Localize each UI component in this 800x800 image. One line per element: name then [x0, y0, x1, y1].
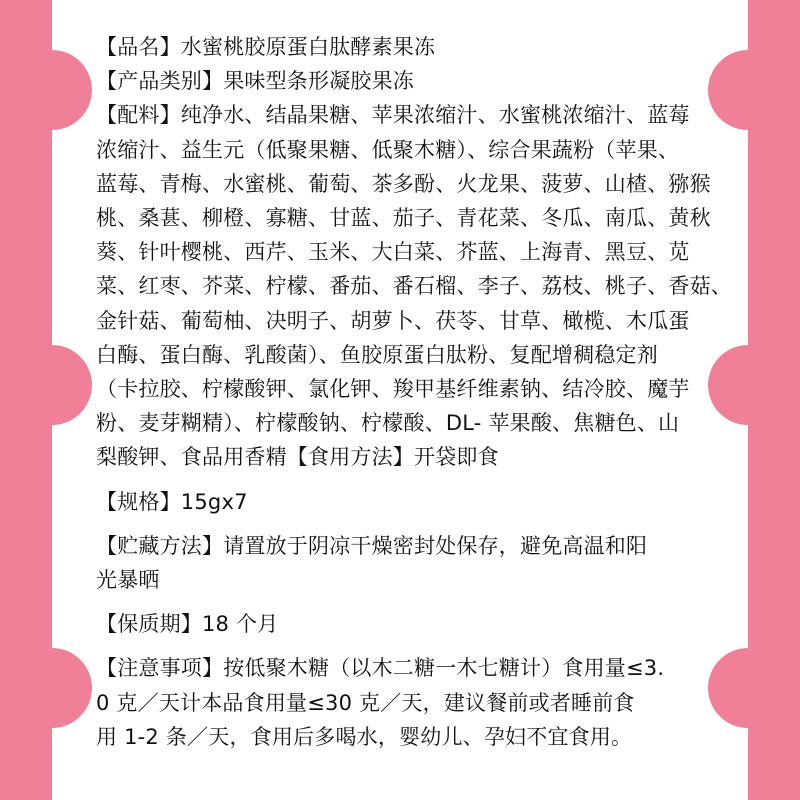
notice-line: 【注意事项】按低聚木糖（以木二糖一木七糖计）食用量≤3. — [96, 656, 665, 681]
spec-line: 【规格】15gx7 — [96, 489, 248, 514]
ingredients-line: 白酶、蛋白酶、乳酸菌）、鱼胶原蛋白肽粉、复配增稠稳定剂 — [96, 342, 658, 367]
left-notch-top — [12, 50, 92, 130]
usage-line: 梨酸钾、食品用香精【食用方法】开袋即食 — [96, 445, 499, 470]
ingredients-line: 【配料】纯净水、结晶果糖、苹果浓缩汁、水蜜桃浓缩汁、蓝莓 — [96, 103, 690, 128]
right-notch-top — [708, 50, 788, 130]
right-notch-middle — [708, 345, 788, 425]
ingredients-line: 粉、麦芽糊精）、柠檬酸钠、柠檬酸、DL- 苹果酸、焦糖色、山 — [96, 411, 680, 436]
ingredients-line: 浓缩汁、益生元（低聚果糖、低聚木糖）、综合果蔬粉（苹果、 — [96, 137, 680, 162]
storage-line: 光暴晒 — [96, 568, 160, 593]
shelf-life-line: 【保质期】18 个月 — [96, 612, 279, 637]
left-notch-bottom — [12, 648, 92, 728]
notice-line: 用 1-2 条／天，食用后多喝水，婴幼儿、孕妇不宜食用。 — [96, 724, 633, 749]
ingredients-line: 菜、红枣、芥菜、柠檬、番茄、番石榴、李子、荔枝、桃子、香菇、 — [96, 274, 732, 299]
ingredients-line: 蓝莓、青梅、水蜜桃、葡萄、茶多酚、火龙果、菠萝、山楂、猕猴 — [96, 171, 711, 196]
right-notch-bottom — [708, 648, 788, 728]
notice-line: 0 克／天计本品食用量≤30 克／天，建议餐前或者睡前食 — [96, 690, 635, 715]
ingredients-line: 金针菇、葡萄柚、决明子、胡萝卜、茯苓、甘草、橄榄、木瓜蛋 — [96, 308, 690, 333]
ingredients-line: 葵、针叶樱桃、西芹、玉米、大白菜、芥蓝、上海青、黑豆、苋 — [96, 240, 690, 265]
left-notch-middle — [12, 345, 92, 425]
ingredients-line: 桃、桑葚、柳橙、寡糖、甘蓝、茄子、青花菜、冬瓜、南瓜、黄秋 — [96, 206, 711, 231]
storage-line: 【贮藏方法】请置放于阴凉干燥密封处保存，避免高温和阳 — [96, 533, 648, 558]
product-name-line: 【品名】水蜜桃胶原蛋白肽酵素果冻 — [96, 35, 436, 59]
ingredients-line: （卡拉胶、柠檬酸钾、氯化钾、羧甲基纤维素钠、结冷胶、魔芋 — [96, 377, 690, 402]
product-label-text — [96, 30, 732, 754]
product-category-line: 【产品类别】果味型条形凝胶果冻 — [96, 69, 414, 94]
